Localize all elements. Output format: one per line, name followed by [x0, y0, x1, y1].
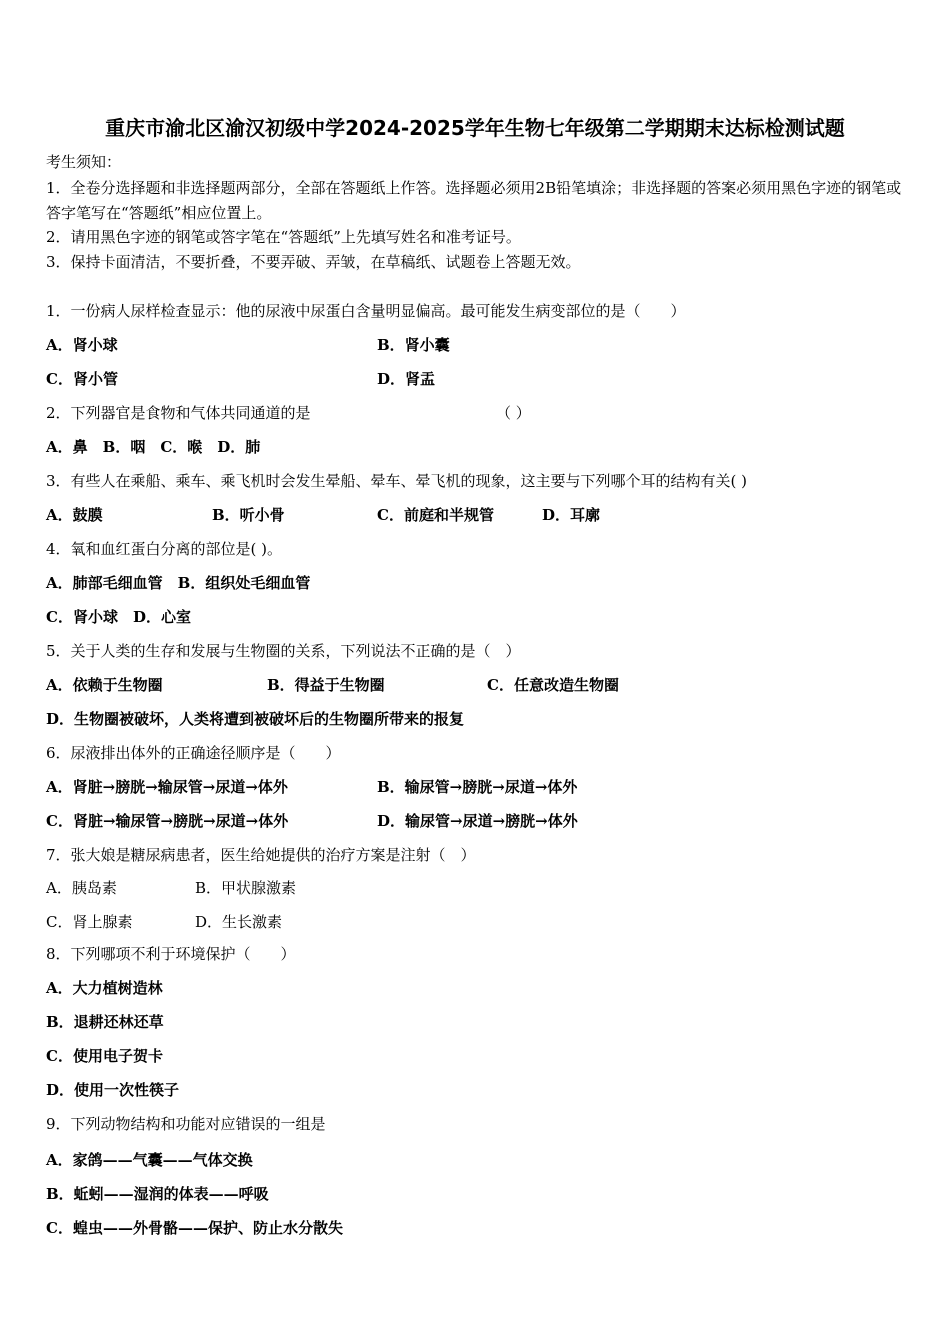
question-3-stem: 3．有些人在乘船、乘车、乘飞机时会发生晕船、晕车、晕飞机的现象，这主要与下列哪个耳的结构有关( ) — [46, 472, 748, 490]
notice-heading: 考生须知： — [46, 153, 122, 171]
question-5-stem: 5．关于人类的生存和发展与生物圈的关系，下列说法不正确的是（ ） — [46, 642, 521, 660]
q8-option-b: B．退耕还林还草 — [46, 1013, 164, 1031]
question-7-stem: 7．张大娘是糖尿病患者，医生给她提供的治疗方案是注射（ ） — [46, 846, 476, 864]
q7-option-a: A．胰岛素 — [46, 879, 117, 897]
question-2-stem: 2．下列器官是食物和气体共同通道的是 — [46, 404, 311, 422]
notice-item-2: 2．请用黑色字迹的钢笔或答字笔在“答题纸”上先填写姓名和准考证号。 — [46, 228, 521, 246]
q1-option-b: B．肾小囊 — [377, 336, 450, 354]
question-1-stem: 1．一份病人尿样检查显示：他的尿液中尿蛋白含量明显偏高。最可能发生病变部位的是（ ） — [46, 302, 686, 320]
q5-option-c: C．任意改造生物圈 — [487, 676, 619, 694]
q6-option-b: B．输尿管→膀胱→尿道→体外 — [377, 778, 578, 796]
question-6-stem: 6．尿液排出体外的正确途径顺序是（ ） — [46, 744, 341, 762]
q1-option-c: C．肾小管 — [46, 370, 118, 388]
q6-option-d: D．输尿管→尿道→膀胱→体外 — [377, 812, 578, 830]
q1-option-a: A．肾小球 — [46, 336, 118, 354]
q4-options-line-2: C．肾小球 D．心室 — [46, 608, 191, 626]
q3-option-d: D．耳廓 — [542, 506, 601, 524]
q9-option-c: C．蝗虫——外骨骼——保护、防止水分散失 — [46, 1219, 343, 1237]
q2-answer-paren: （ ） — [496, 404, 531, 422]
q5-option-d: D．生物圈被破坏，人类将遭到被破坏后的生物圈所带来的报复 — [46, 710, 465, 728]
q5-option-b: B．得益于生物圈 — [267, 676, 385, 694]
question-8-stem: 8．下列哪项不利于环境保护（ ） — [46, 945, 296, 963]
q8-option-a: A．大力植树造林 — [46, 979, 163, 997]
q8-option-d: D．使用一次性筷子 — [46, 1081, 180, 1099]
q7-option-d: D．生长激素 — [195, 913, 283, 931]
question-9-stem: 9．下列动物结构和功能对应错误的一组是 — [46, 1115, 326, 1133]
page-title: 重庆市渝北区渝汉初级中学2024-2025学年生物七年级第二学期期末达标检测试题 — [105, 116, 845, 140]
q1-option-d: D．肾盂 — [377, 370, 436, 388]
q6-option-c: C．肾脏→输尿管→膀胱→尿道→体外 — [46, 812, 289, 830]
q2-options: A．鼻 B．咽 C．喉 D．肺 — [46, 438, 261, 456]
q4-options-line-1: A．肺部毛细血管 B．组织处毛细血管 — [46, 574, 311, 592]
q3-option-c: C．前庭和半规管 — [377, 506, 494, 524]
notice-item-3: 3．保持卡面清洁，不要折叠，不要弄破、弄皱，在草稿纸、试题卷上答题无效。 — [46, 253, 581, 271]
notice-item-1: 1．全卷分选择题和非选择题两部分，全部在答题纸上作答。选择题必须用2B铅笔填涂；非选择题的答案必须用黑色字迹的钢笔或答字笔写在“答题纸”相应位置上。 — [46, 179, 902, 222]
q5-option-a: A．依赖于生物圈 — [46, 676, 163, 694]
q9-option-b: B．蚯蚓——湿润的体表——呼吸 — [46, 1185, 269, 1203]
q7-option-b: B．甲状腺激素 — [195, 879, 297, 897]
q7-option-c: C．肾上腺素 — [46, 913, 133, 931]
question-4-stem: 4．氧和血红蛋白分离的部位是( )。 — [46, 540, 283, 558]
q9-option-a: A．家鸽——气囊——气体交换 — [46, 1151, 253, 1169]
q8-option-c: C．使用电子贺卡 — [46, 1047, 163, 1065]
q3-option-b: B．听小骨 — [212, 506, 285, 524]
q3-option-a: A．鼓膜 — [46, 506, 103, 524]
q6-option-a: A．肾脏→膀胱→输尿管→尿道→体外 — [46, 778, 288, 796]
